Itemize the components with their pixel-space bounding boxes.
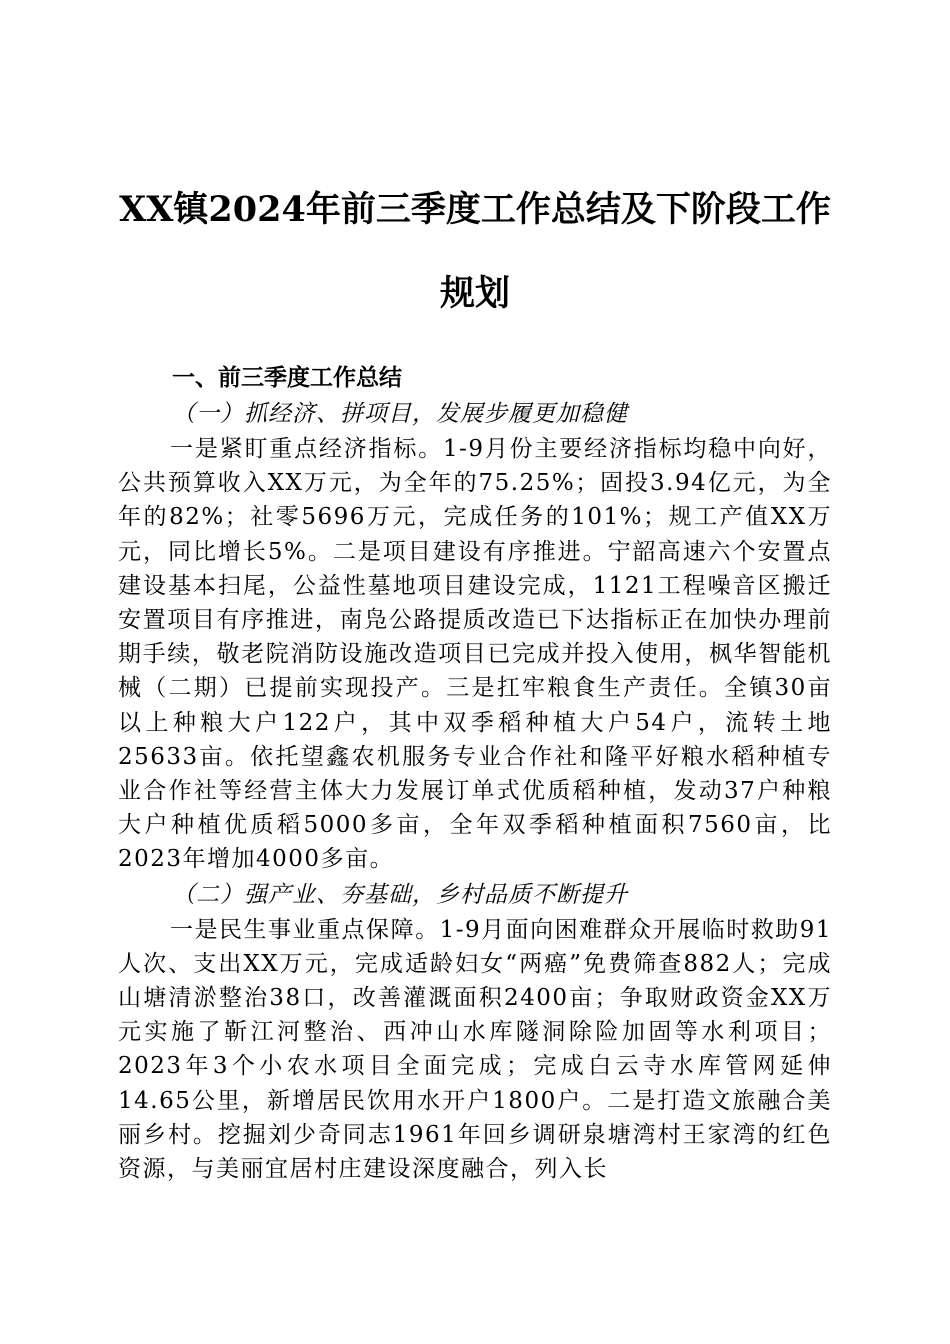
section-heading: 一、前三季度工作总结: [172, 365, 402, 391]
subsection-heading-industry: （二）强产业、夯基础，乡村品质不断提升: [172, 881, 628, 908]
document-title: XX镇2024年前三季度工作总结及下阶段工作规划: [119, 189, 831, 314]
document-body: [118, 360, 832, 1186]
subsection-heading-economy: （一）抓经济、拼项目，发展步履更加稳健: [172, 401, 628, 427]
paragraph-economy: 一是紧盯重点经济指标。1-9月份主要经济指标均稳中向好，公共预算收入XX万元，为全年的75.25%；固投3.94亿元，为全年的82%；社零5696万元，完成任务的101%；规工产值XX万元，同比增长5%。二是项目建设有序推进。宁韶高速六个安置点建设基本扫尾，公益性墓地项目建设完成，1121工程噪音区搬迁安置项目有序推进，南凫公路提质改造已下达指标正在加快办理前期手续，敬老院消防设施改造项目已完成并投入使用，枫华智能机械（二期）已提前实现投产。三是扛牢粮食生产责任。全镇30亩以上种粮大户122户，其中双季稻种植大户54户，流转土地25633亩。依托望鑫农机服务专业合作社和隆平好粮水稻种植专业合作社等经营主体大力发展订单式优质稻种植，发动37户种粮大户种植优质稻5000多亩，全年双季稻种植面积7560亩，比2023年增加4000多亩。: [118, 436, 832, 873]
paragraph-industry: 一是民生事业重点保障。1-9月面向困难群众开展临时救助91人次、支出XX万元，完成适龄妇女“两癌”免费筛查882人；完成山塘清淤整治38口，改善灌溉面积2400亩；争取财政资金XX万元实施了靳江河整治、西冲山水库隧洞除险加固等水利项目；2023年3个小农水项目全面完成；完成白云寺水库管网延伸14.65公里，新增居民饮用水开户1800户。二是打造文旅融合美丽乡村。挖掘刘少奇同志1961年回乡调研泉塘湾村王家湾的红色资源，与美丽宜居村庄建设深度融合，列入长: [118, 916, 832, 1183]
